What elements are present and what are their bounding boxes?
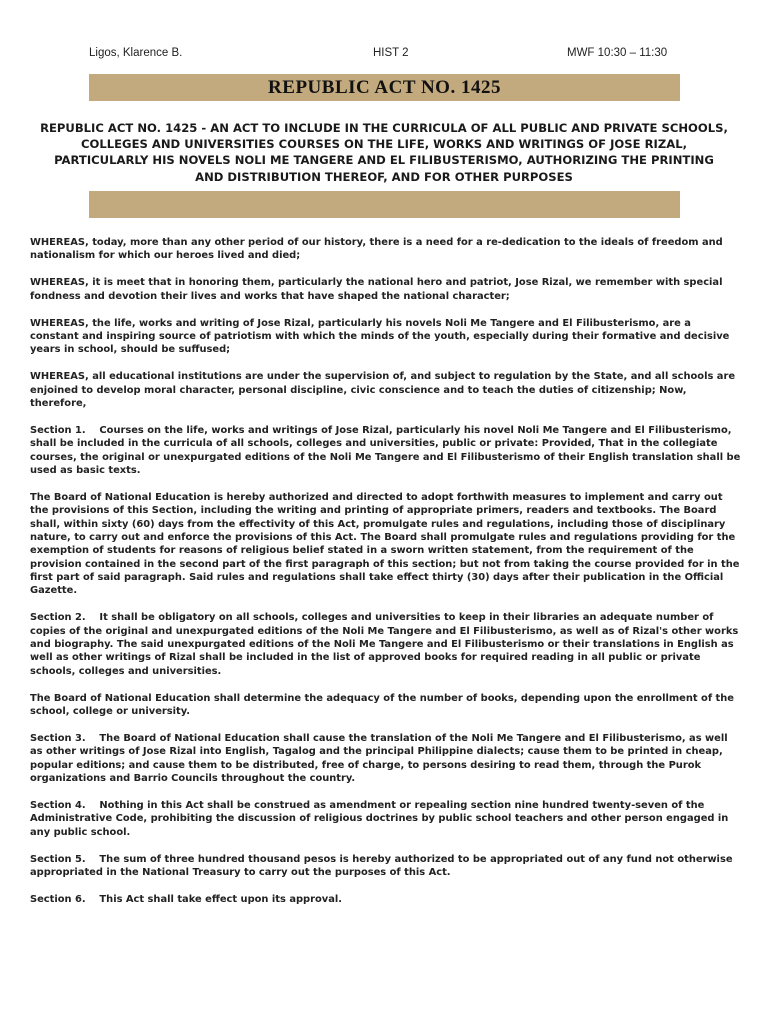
paragraph-text: The sum of three hundred thousand pesos is hereby authorized to be appropriated out of any fund not otherwise appropriated in the National Treasury to carry out the purposes of this Act. [30, 853, 733, 878]
section-label: Section 6. [30, 894, 86, 906]
paragraph-text: WHEREAS, it is meet that in honoring them, particularly the national hero and patriot, Jose Rizal, we remember with special fondness and devotion their lives and works that have shaped the national character; [30, 277, 723, 302]
body-paragraph [30, 491, 742, 597]
paragraph-text: WHEREAS, today, more than any other period of our history, there is a need for a re-dedication to the ideals of freedom and nationalism for which our heroes lived and died; [30, 237, 723, 262]
paragraph-text: It shall be obligatory on all schools, colleges and universities to keep in their libraries an adequate number of copies of the original and unexpurgated editions of the Noli Me Tangere and El Filibusterismo, as well as of Rizal's other works and biography. The said unexpurgated editions of the Noli Me Tangere and El Filibusterismo or their translations in English as well as other writings of Rizal shall be included in the list of approved books for required reading in all public or private schools, colleges and universities. [30, 612, 739, 677]
section-paragraph [30, 853, 742, 880]
paragraph-text: WHEREAS, all educational institutions are under the supervision of, and subject to regulation by the State, and all schools are enjoined to develop moral character, personal discipline, civic conscience and to teach the duties of citizenship; Now, therefore, [30, 371, 736, 410]
section-label: Section 5. [30, 853, 86, 865]
body-paragraph [30, 317, 742, 357]
section-label: Section 1. [30, 425, 86, 437]
course-code: HIST 2 [373, 47, 409, 59]
body-paragraph [30, 370, 742, 410]
body-paragraph [30, 692, 742, 719]
section-label: Section 4. [30, 799, 86, 811]
act-subtitle: REPUBLIC ACT NO. 1425 - AN ACT TO INCLUDE IN THE CURRICULA OF ALL PUBLIC AND PRIVATE SCHOOLS, COLLEGES AND UNIVERSITIES COURSES ON THE LIFE, WORKS AND WRITINGS OF JOSE RIZAL, PARTICULARLY HIS NOVELS NOLI ME TANGERE AND EL FILIBUSTERISMO, AUTHORIZING THE PRINTING AND DISTRIBUTION THEREOF, AND FOR OTHER PURPOSES [40, 121, 728, 184]
page-header [0, 47, 768, 63]
act-body [30, 236, 742, 920]
document-title: REPUBLIC ACT NO. 1425 [268, 77, 501, 98]
class-schedule: MWF 10:30 – 11:30 [567, 47, 668, 59]
section-label: Section 2. [30, 612, 86, 624]
paragraph-text: This Act shall take effect upon its approval. [99, 894, 343, 906]
decorative-band [89, 191, 680, 218]
student-name: Ligos, Klarence B. [89, 47, 183, 59]
body-paragraph [30, 236, 742, 263]
paragraph-text: The Board of National Education shall determine the adequacy of the number of books, depending upon the enrollment of the school, college or university. [30, 692, 735, 717]
body-paragraph [30, 276, 742, 303]
paragraph-text: Courses on the life, works and writings of Jose Rizal, particularly his novel Noli Me Tangere and El Filibusterismo, shall be included in the curricula of all schools, colleges and universities, public or private: Provided, That in the collegiate courses, the original or unexpurgated editions of the Noli Me Tangere and El Filibusterismo of their English translation shall be used as basic texts. [30, 425, 741, 477]
section-label: Section 3. [30, 732, 86, 744]
section-paragraph [30, 799, 742, 839]
section-paragraph [30, 893, 742, 906]
title-band [89, 74, 680, 101]
paragraph-text: The Board of National Education is hereby authorized and directed to adopt forthwith measures to implement and carry out the provisions of this Section, including the writing and printing of appropriate primers, readers and textbooks. The Board shall, within sixty (60) days from the effectivity of this Act, promulgate rules and regulations, including those of disciplinary nature, to carry out and enforce the provisions of this Act. The Board shall promulgate rules and regulations providing for the exemption of students for reasons of religious belief stated in a sworn written statement, from the requirement of the provision contained in the second part of the first paragraph of this section; but not from taking the course provided for in the first part of said paragraph. Said rules and regulations shall take effect thirty (30) days after their publication in the Official Gazette. [30, 492, 740, 597]
paragraph-text: The Board of National Education shall cause the translation of the Noli Me Tangere and El Filibusterismo, as well as other writings of Jose Rizal into English, Tagalog and the principal Philippine dialects; cause them to be printed in cheap, popular editions; and cause them to be distributed, free of charge, to persons desiring to read them, through the Purok organizations and Barrio Councils throughout the country. [30, 732, 728, 784]
paragraph-text: Nothing in this Act shall be construed as amendment or repealing section nine hundred twenty-seven of the Administrative Code, prohibiting the discussion of religious doctrines by public school teachers and other person engaged in any public school. [30, 799, 729, 838]
section-paragraph [30, 424, 742, 477]
section-paragraph [30, 611, 742, 677]
paragraph-text: WHEREAS, the life, works and writing of Jose Rizal, particularly his novels Noli Me Tangere and El Filibusterismo, are a constant and inspiring source of patriotism with which the minds of the youth, especially during their formative and decisive years in school, should be suffused; [30, 317, 730, 356]
section-paragraph [30, 732, 742, 785]
